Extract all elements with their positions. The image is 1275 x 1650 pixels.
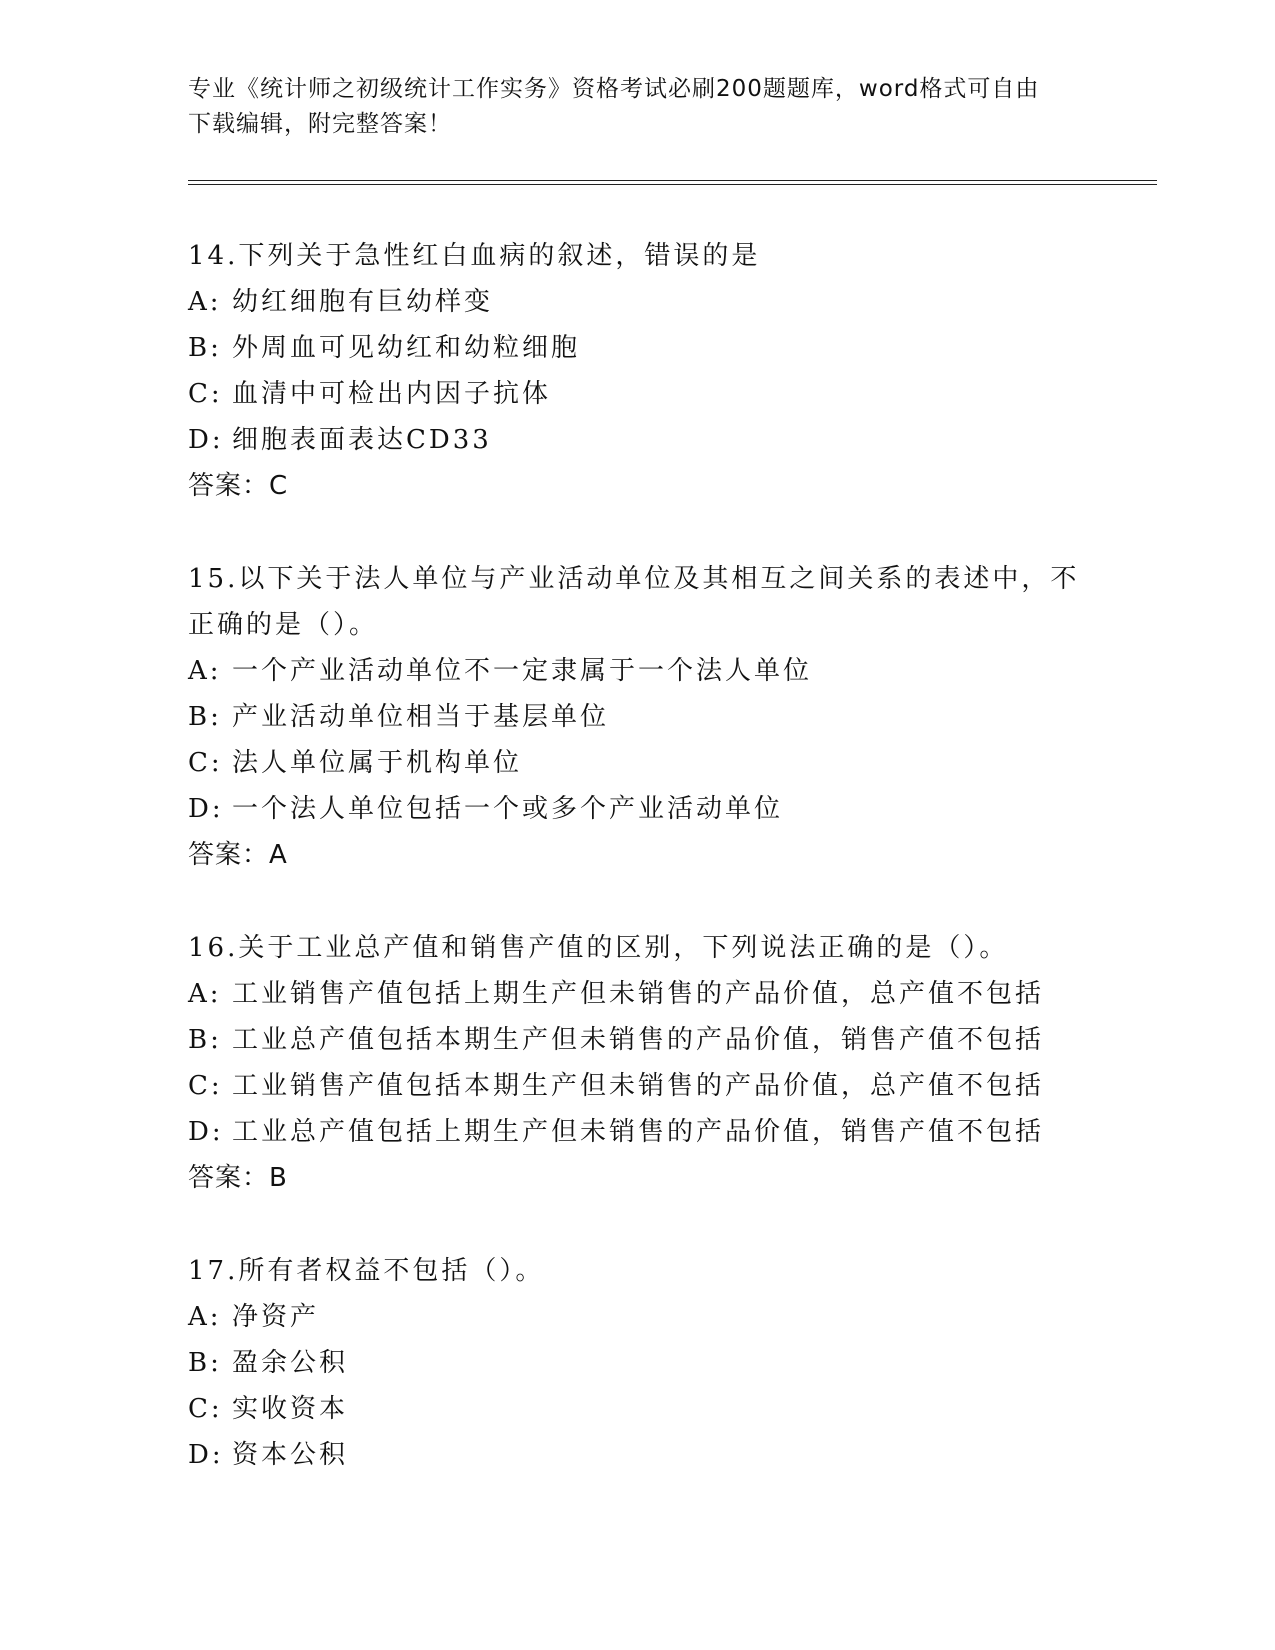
option-text: 产业活动单位相当于基层单位 (232, 702, 610, 732)
option-text: 工业销售产值包括上期生产但未销售的产品价值，总产值不包括 (232, 979, 1045, 1009)
option-b (188, 1340, 1088, 1386)
option-letter: B: (188, 333, 222, 363)
option-letter: B: (188, 702, 222, 732)
option-letter: D: (188, 794, 224, 824)
option-text: 工业总产值包括上期生产但未销售的产品价值，销售产值不包括 (232, 1117, 1045, 1147)
option-text: 外周血可见幼红和幼粒细胞 (232, 333, 581, 363)
answer-line: 答案：B (188, 1163, 288, 1193)
option-text: 工业销售产值包括本期生产但未销售的产品价值，总产值不包括 (232, 1071, 1045, 1101)
question-stem: 17.所有者权益不包括（）。 (188, 1256, 545, 1286)
option-d (188, 417, 1088, 463)
option-c (188, 1386, 1088, 1432)
option-letter: D: (188, 1117, 224, 1147)
option-letter: C: (188, 748, 223, 778)
option-letter: A: (188, 1302, 222, 1332)
option-letter: C: (188, 1394, 223, 1424)
option-c (188, 740, 1088, 786)
question-16 (188, 925, 1088, 1201)
option-letter: B: (188, 1348, 222, 1378)
header-line-1: 专业《统计师之初级统计工作实务》资格考试必刷200题题库，word格式可自由 (188, 76, 1040, 102)
option-text: 血清中可检出内因子抗体 (232, 379, 552, 409)
option-text: 细胞表面表达CD33 (232, 425, 492, 455)
option-text: 工业总产值包括本期生产但未销售的产品价值，销售产值不包括 (232, 1025, 1045, 1055)
question-stem: 15.以下关于法人单位与产业活动单位及其相互之间关系的表述中，不正确的是（）。 (188, 564, 1080, 640)
question-17 (188, 1248, 1088, 1478)
question-stem: 16.关于工业总产值和销售产值的区别，下列说法正确的是（）。 (188, 933, 1009, 963)
option-d (188, 1109, 1088, 1155)
option-a (188, 648, 1088, 694)
option-c (188, 371, 1088, 417)
option-letter: D: (188, 425, 224, 455)
option-letter: A: (188, 287, 222, 317)
option-text: 法人单位属于机构单位 (232, 748, 523, 778)
option-d (188, 786, 1088, 832)
document-header (188, 72, 1088, 142)
option-a (188, 1294, 1088, 1340)
answer-line: 答案：C (188, 471, 289, 501)
option-letter: C: (188, 1071, 223, 1101)
option-d (188, 1432, 1088, 1478)
question-14 (188, 233, 1088, 509)
option-a (188, 279, 1088, 325)
question-stem: 14.下列关于急性红白血病的叙述，错误的是 (188, 241, 761, 271)
header-divider-bottom (188, 184, 1157, 185)
option-letter: C: (188, 379, 223, 409)
option-letter: A: (188, 656, 222, 686)
option-text: 一个法人单位包括一个或多个产业活动单位 (232, 794, 784, 824)
option-b (188, 1017, 1088, 1063)
question-15 (188, 556, 1088, 878)
header-line-2: 下载编辑，附完整答案！ (188, 111, 452, 137)
option-b (188, 694, 1088, 740)
option-text: 盈余公积 (232, 1348, 349, 1378)
option-text: 幼红细胞有巨幼样变 (232, 287, 494, 317)
option-text: 净资产 (232, 1302, 320, 1332)
option-a (188, 971, 1088, 1017)
option-letter: D: (188, 1440, 224, 1470)
option-text: 资本公积 (232, 1440, 349, 1470)
header-divider-top (188, 180, 1157, 181)
option-letter: A: (188, 979, 222, 1009)
option-b (188, 325, 1088, 371)
answer-line: 答案：A (188, 840, 288, 870)
option-text: 实收资本 (232, 1394, 349, 1424)
option-letter: B: (188, 1025, 222, 1055)
question-list (188, 233, 1088, 1525)
option-text: 一个产业活动单位不一定隶属于一个法人单位 (232, 656, 813, 686)
option-c (188, 1063, 1088, 1109)
